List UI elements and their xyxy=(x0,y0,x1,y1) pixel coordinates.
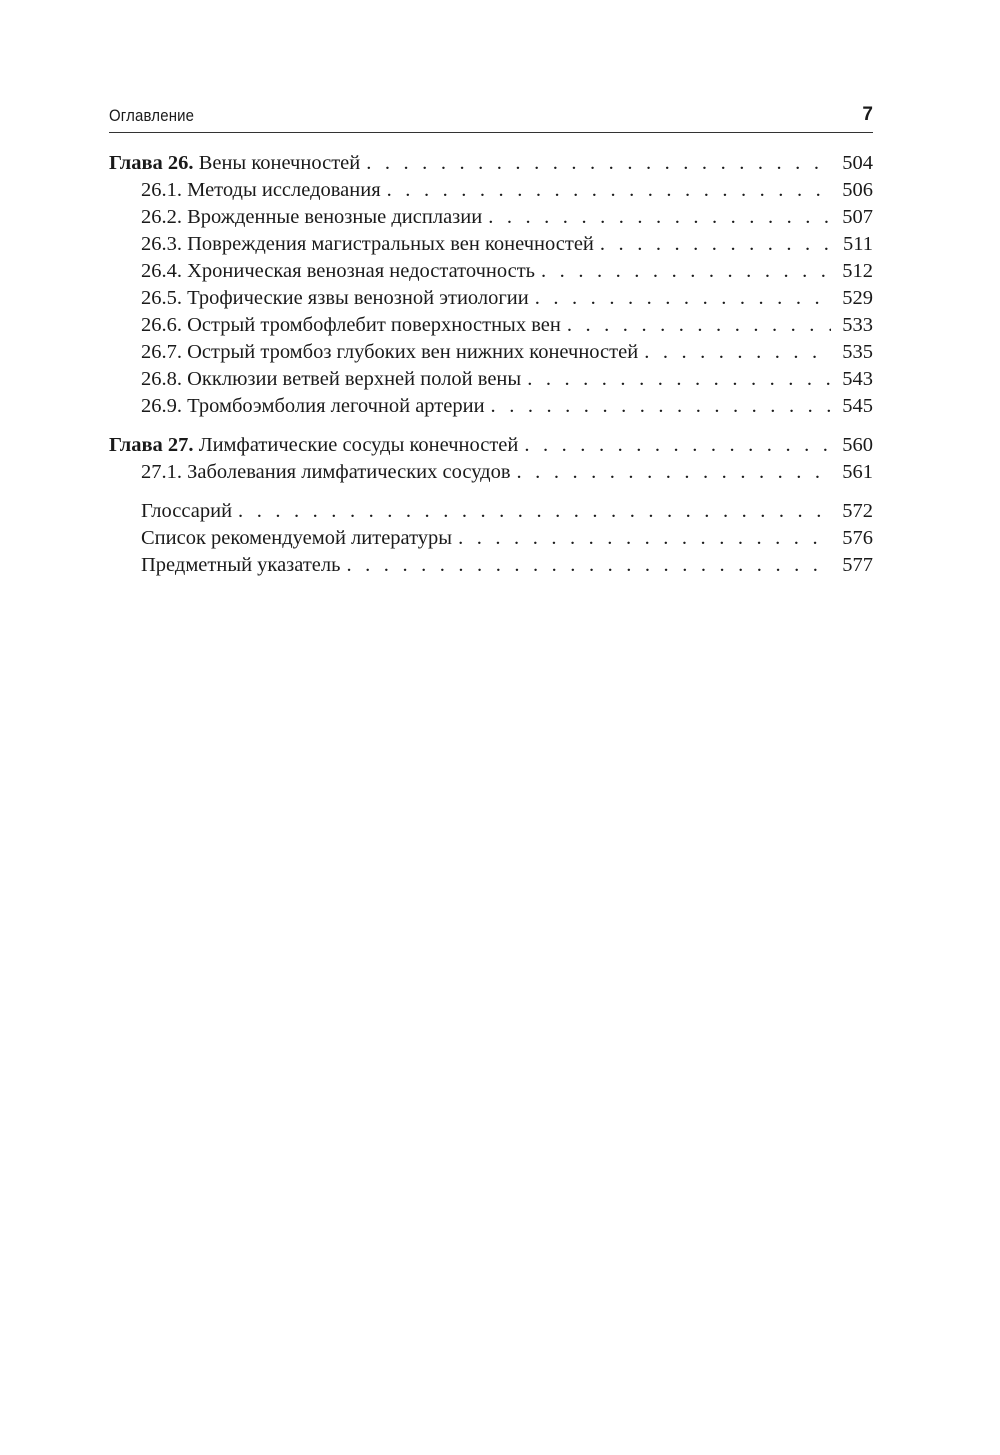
dot-leader xyxy=(535,285,831,312)
toc-page-number: 576 xyxy=(842,527,873,549)
running-header xyxy=(109,104,873,133)
dot-leader xyxy=(527,366,831,393)
toc-page-number: 504 xyxy=(842,152,873,174)
toc-page-number: 512 xyxy=(842,260,873,282)
toc-page-number: 533 xyxy=(842,314,873,336)
dot-leader xyxy=(238,498,831,525)
chapter-title: Вены конечностей xyxy=(198,152,361,174)
chapter-prefix: Глава 27. xyxy=(109,434,194,456)
section-title: 26.4. Хроническая венозная недостаточность xyxy=(141,260,536,282)
toc-section-26-9[interactable] xyxy=(109,393,873,420)
chapter-prefix: Глава 26. xyxy=(109,152,194,174)
toc-page-number: 577 xyxy=(842,554,873,576)
section-title: 26.7. Острый тромбоз глубоких вен нижних конечностей xyxy=(141,341,639,363)
dot-leader xyxy=(458,525,831,552)
toc-chapter-26[interactable] xyxy=(109,150,873,177)
toc-page-number: 511 xyxy=(843,233,873,255)
section-title: Глоссарий xyxy=(141,500,233,522)
toc-subject-index[interactable] xyxy=(109,552,873,579)
toc-section-26-5[interactable] xyxy=(109,285,873,312)
section-title: Список рекомендуемой литературы xyxy=(141,527,453,549)
toc-section-26-8[interactable] xyxy=(109,366,873,393)
dot-leader xyxy=(567,312,831,339)
dot-leader xyxy=(366,150,831,177)
toc-section-26-1[interactable] xyxy=(109,177,873,204)
toc-literature[interactable] xyxy=(109,525,873,552)
toc-section-27-1[interactable] xyxy=(109,459,873,486)
toc-page-number: 529 xyxy=(842,287,873,309)
toc-chapter-27[interactable] xyxy=(109,432,873,459)
section-title: 26.3. Повреждения магистральных вен конечностей xyxy=(141,233,594,255)
section-title: 26.2. Врожденные венозные дисплазии xyxy=(141,206,483,228)
section-title: Предметный указатель xyxy=(141,554,341,576)
dot-leader xyxy=(387,177,831,204)
dot-leader xyxy=(644,339,831,366)
toc-page-number: 561 xyxy=(842,461,873,483)
dot-leader xyxy=(347,552,832,579)
dot-leader xyxy=(541,258,831,285)
section-title: 26.5. Трофические язвы венозной этиологии xyxy=(141,287,529,309)
toc-section-26-7[interactable] xyxy=(109,339,873,366)
dot-leader xyxy=(491,393,831,420)
toc-page-number: 535 xyxy=(842,341,873,363)
toc-glossary[interactable] xyxy=(109,498,873,525)
dot-leader xyxy=(517,459,831,486)
section-title: 27.1. Заболевания лимфатических сосудов xyxy=(141,461,511,483)
section-title: 26.1. Методы исследования xyxy=(141,179,381,201)
toc-page-number: 545 xyxy=(842,395,873,417)
table-of-contents xyxy=(109,150,873,579)
dot-leader xyxy=(600,231,831,258)
dot-leader xyxy=(488,204,831,231)
toc-page-number: 506 xyxy=(842,179,873,201)
page-number: 7 xyxy=(862,104,873,125)
dot-leader xyxy=(524,432,831,459)
toc-section-26-4[interactable] xyxy=(109,258,873,285)
toc-page-number: 560 xyxy=(842,434,873,456)
toc-page-number: 572 xyxy=(842,500,873,522)
section-title: 26.9. Тромбоэмболия легочной артерии xyxy=(141,395,485,417)
section-title: 26.6. Острый тромбофлебит поверхностных вен xyxy=(141,314,561,336)
toc-section-26-2[interactable] xyxy=(109,204,873,231)
toc-section-26-3[interactable] xyxy=(109,231,873,258)
chapter-title: Лимфатические сосуды конечностей xyxy=(198,434,519,456)
toc-section-26-6[interactable] xyxy=(109,312,873,339)
section-title: 26.8. Окклюзии ветвей верхней полой вены xyxy=(141,368,522,390)
toc-page-number: 543 xyxy=(842,368,873,390)
toc-page-number: 507 xyxy=(842,206,873,228)
running-header-title: Оглавление xyxy=(109,106,195,125)
